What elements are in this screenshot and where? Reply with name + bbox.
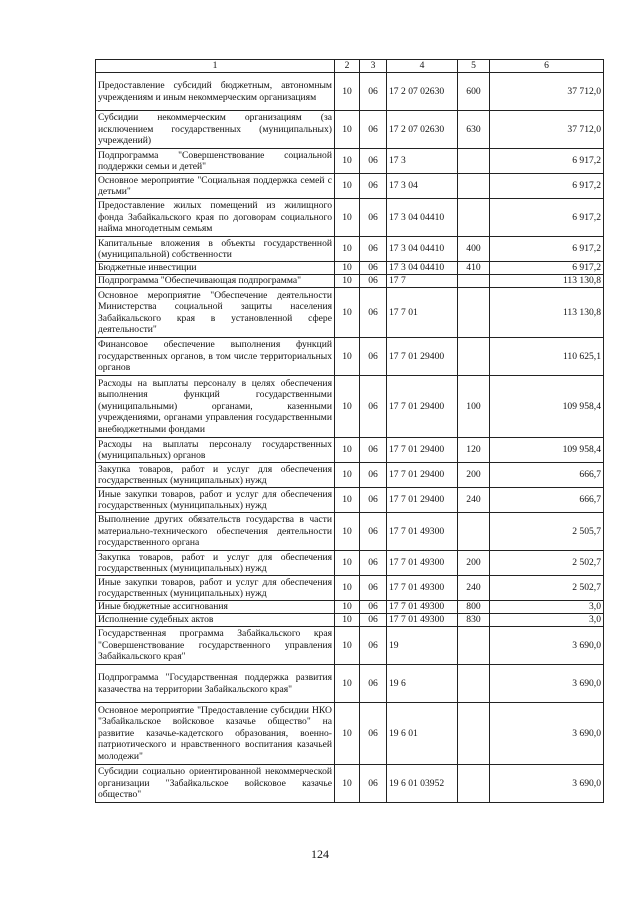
cell-name: Государственная программа Забайкальского края "Совершенствование государственного управления Забайкальского края"	[96, 627, 335, 665]
table-row	[96, 174, 604, 199]
cell-subsection: 06	[360, 601, 387, 614]
budget-table	[95, 59, 604, 803]
cell-section: 10	[335, 614, 360, 627]
table-row	[96, 614, 604, 627]
header-col-3: 3	[360, 60, 387, 73]
cell-amount: 2 502,7	[490, 576, 604, 601]
cell-expense-type: 120	[458, 438, 490, 463]
cell-name: Исполнение судебных актов	[96, 614, 335, 627]
cell-expense-type: 200	[458, 551, 490, 576]
cell-amount: 2 502,7	[490, 551, 604, 576]
table-body	[96, 73, 604, 803]
cell-amount: 6 917,2	[490, 237, 604, 262]
cell-amount: 110 625,1	[490, 338, 604, 376]
cell-expense-type: 400	[458, 237, 490, 262]
cell-target-code: 17 7	[387, 275, 458, 288]
cell-target-code: 19 6 01 03952	[387, 765, 458, 803]
cell-name: Подпрограмма "Обеспечивающая подпрограмма"	[96, 275, 335, 288]
cell-subsection: 06	[360, 551, 387, 576]
cell-expense-type: 830	[458, 614, 490, 627]
cell-subsection: 06	[360, 438, 387, 463]
cell-subsection: 06	[360, 665, 387, 703]
table-row	[96, 438, 604, 463]
header-col-2: 2	[335, 60, 360, 73]
cell-amount: 3 690,0	[490, 703, 604, 765]
cell-target-code: 17 7 01 49300	[387, 513, 458, 551]
cell-target-code: 17 7 01 49300	[387, 576, 458, 601]
cell-name: Закупка товаров, работ и услуг для обеспечения государственных (муниципальных) нужд	[96, 463, 335, 488]
cell-name: Предоставление жилых помещений из жилищного фонда Забайкальского края по договорам социального найма многодетным семьям	[96, 199, 335, 237]
cell-target-code: 17 2 07 02630	[387, 111, 458, 149]
table-row	[96, 376, 604, 438]
cell-target-code: 17 3 04 04410	[387, 262, 458, 275]
cell-section: 10	[335, 338, 360, 376]
cell-subsection: 06	[360, 262, 387, 275]
cell-section: 10	[335, 765, 360, 803]
table-row	[96, 665, 604, 703]
table-header-row	[96, 60, 604, 73]
cell-expense-type	[458, 703, 490, 765]
cell-section: 10	[335, 627, 360, 665]
cell-name: Предоставление субсидий бюджетным, автономным учреждениям и иным некоммерческим организациям	[96, 73, 335, 111]
cell-expense-type	[458, 765, 490, 803]
cell-amount: 3 690,0	[490, 665, 604, 703]
table-row	[96, 551, 604, 576]
cell-target-code: 17 3	[387, 149, 458, 174]
cell-amount: 3 690,0	[490, 765, 604, 803]
cell-name: Основное мероприятие "Предоставление субсидии НКО "Забайкальское войсковое казачье общество" на развитие казачье-кадетского образования, военно-патриотического и нравственного воспитания казачьей молодежи"	[96, 703, 335, 765]
cell-name: Основное мероприятие "Обеспечение деятельности Министерства социальной защиты населения Забайкальского края в установленной сфере деятельности"	[96, 288, 335, 338]
cell-amount: 113 130,8	[490, 288, 604, 338]
cell-section: 10	[335, 601, 360, 614]
cell-section: 10	[335, 199, 360, 237]
cell-name: Финансовое обеспечение выполнения функций государственных органов, в том числе территориальных органов	[96, 338, 335, 376]
cell-target-code: 17 7 01 49300	[387, 551, 458, 576]
cell-target-code: 17 7 01 29400	[387, 463, 458, 488]
cell-expense-type: 200	[458, 463, 490, 488]
cell-section: 10	[335, 174, 360, 199]
cell-subsection: 06	[360, 237, 387, 262]
cell-section: 10	[335, 111, 360, 149]
cell-amount: 666,7	[490, 463, 604, 488]
cell-amount: 2 505,7	[490, 513, 604, 551]
cell-subsection: 06	[360, 576, 387, 601]
cell-subsection: 06	[360, 174, 387, 199]
cell-subsection: 06	[360, 488, 387, 513]
cell-amount: 37 712,0	[490, 73, 604, 111]
cell-expense-type	[458, 338, 490, 376]
cell-target-code: 17 7 01 29400	[387, 376, 458, 438]
header-col-1: 1	[96, 60, 335, 73]
cell-name: Капитальные вложения в объекты государственной (муниципальной) собственности	[96, 237, 335, 262]
cell-section: 10	[335, 376, 360, 438]
cell-target-code: 17 3 04 04410	[387, 199, 458, 237]
table-row	[96, 576, 604, 601]
table-row	[96, 237, 604, 262]
cell-target-code: 19	[387, 627, 458, 665]
table-row	[96, 601, 604, 614]
cell-name: Расходы на выплаты персоналу государственных (муниципальных) органов	[96, 438, 335, 463]
cell-expense-type	[458, 149, 490, 174]
cell-expense-type	[458, 627, 490, 665]
cell-section: 10	[335, 288, 360, 338]
cell-expense-type: 600	[458, 73, 490, 111]
cell-section: 10	[335, 262, 360, 275]
table-row	[96, 111, 604, 149]
cell-subsection: 06	[360, 149, 387, 174]
cell-name: Подпрограмма "Государственная поддержка развития казачества на территории Забайкальского края"	[96, 665, 335, 703]
cell-expense-type	[458, 275, 490, 288]
cell-section: 10	[335, 275, 360, 288]
cell-subsection: 06	[360, 338, 387, 376]
cell-expense-type	[458, 174, 490, 199]
cell-name: Иные бюджетные ассигнования	[96, 601, 335, 614]
header-col-5: 5	[458, 60, 490, 73]
cell-target-code: 17 7 01 29400	[387, 488, 458, 513]
cell-subsection: 06	[360, 288, 387, 338]
cell-amount: 6 917,2	[490, 199, 604, 237]
cell-expense-type	[458, 665, 490, 703]
cell-name: Иные закупки товаров, работ и услуг для обеспечения государственных (муниципальных) нужд	[96, 576, 335, 601]
cell-section: 10	[335, 488, 360, 513]
cell-expense-type	[458, 513, 490, 551]
cell-name: Субсидии некоммерческим организациям (за исключением государственных (муниципальных) учреждений)	[96, 111, 335, 149]
header-col-6: 6	[490, 60, 604, 73]
cell-section: 10	[335, 237, 360, 262]
cell-amount: 6 917,2	[490, 174, 604, 199]
cell-name: Расходы на выплаты персоналу в целях обеспечения выполнения функций государственными (муниципальными) органами, казенными учреждениями, органами управления государственными внебюджетными фондами	[96, 376, 335, 438]
table-row	[96, 338, 604, 376]
cell-expense-type	[458, 288, 490, 338]
cell-section: 10	[335, 73, 360, 111]
cell-expense-type: 240	[458, 576, 490, 601]
table-row	[96, 488, 604, 513]
cell-amount: 113 130,8	[490, 275, 604, 288]
cell-target-code: 19 6	[387, 665, 458, 703]
cell-name: Основное мероприятие "Социальная поддержка семей с детьми"	[96, 174, 335, 199]
cell-subsection: 06	[360, 376, 387, 438]
cell-subsection: 06	[360, 73, 387, 111]
cell-amount: 109 958,4	[490, 438, 604, 463]
cell-amount: 6 917,2	[490, 262, 604, 275]
cell-target-code: 17 3 04 04410	[387, 237, 458, 262]
cell-section: 10	[335, 703, 360, 765]
cell-target-code: 17 2 07 02630	[387, 73, 458, 111]
cell-section: 10	[335, 551, 360, 576]
cell-target-code: 17 7 01 29400	[387, 338, 458, 376]
cell-section: 10	[335, 576, 360, 601]
cell-expense-type: 240	[458, 488, 490, 513]
cell-amount: 3,0	[490, 614, 604, 627]
cell-subsection: 06	[360, 513, 387, 551]
cell-amount: 3,0	[490, 601, 604, 614]
table-row	[96, 513, 604, 551]
cell-name: Бюджетные инвестиции	[96, 262, 335, 275]
cell-expense-type: 630	[458, 111, 490, 149]
cell-section: 10	[335, 149, 360, 174]
cell-subsection: 06	[360, 765, 387, 803]
table-row	[96, 73, 604, 111]
cell-name: Закупка товаров, работ и услуг для обеспечения государственных (муниципальных) нужд	[96, 551, 335, 576]
cell-amount: 3 690,0	[490, 627, 604, 665]
table-row	[96, 288, 604, 338]
cell-section: 10	[335, 665, 360, 703]
cell-subsection: 06	[360, 463, 387, 488]
cell-name: Выполнение других обязательств государства в части материально-технического обеспечения деятельности государственного органа	[96, 513, 335, 551]
cell-amount: 109 958,4	[490, 376, 604, 438]
cell-amount: 6 917,2	[490, 149, 604, 174]
cell-section: 10	[335, 463, 360, 488]
cell-expense-type: 100	[458, 376, 490, 438]
table-row	[96, 765, 604, 803]
page-number: 124	[311, 847, 329, 861]
cell-target-code: 17 7 01	[387, 288, 458, 338]
cell-expense-type: 800	[458, 601, 490, 614]
table-row	[96, 463, 604, 488]
cell-section: 10	[335, 513, 360, 551]
cell-amount: 666,7	[490, 488, 604, 513]
cell-target-code: 17 7 01 49300	[387, 614, 458, 627]
cell-subsection: 06	[360, 614, 387, 627]
table-row	[96, 262, 604, 275]
cell-subsection: 06	[360, 627, 387, 665]
table-row	[96, 627, 604, 665]
cell-target-code: 19 6 01	[387, 703, 458, 765]
cell-name: Иные закупки товаров, работ и услуг для обеспечения государственных (муниципальных) нужд	[96, 488, 335, 513]
cell-target-code: 17 7 01 49300	[387, 601, 458, 614]
cell-subsection: 06	[360, 703, 387, 765]
cell-section: 10	[335, 438, 360, 463]
cell-name: Субсидии социально ориентированной некоммерческой организации "Забайкальское войсковое казачье общество"	[96, 765, 335, 803]
table-row	[96, 149, 604, 174]
cell-amount: 37 712,0	[490, 111, 604, 149]
cell-target-code: 17 3 04	[387, 174, 458, 199]
table-row	[96, 703, 604, 765]
cell-subsection: 06	[360, 275, 387, 288]
cell-expense-type: 410	[458, 262, 490, 275]
cell-subsection: 06	[360, 111, 387, 149]
table-row	[96, 199, 604, 237]
cell-target-code: 17 7 01 29400	[387, 438, 458, 463]
table-row	[96, 275, 604, 288]
cell-name: Подпрограмма "Совершенствование социальной поддержки семьи и детей"	[96, 149, 335, 174]
cell-subsection: 06	[360, 199, 387, 237]
header-col-4: 4	[387, 60, 458, 73]
cell-expense-type	[458, 199, 490, 237]
